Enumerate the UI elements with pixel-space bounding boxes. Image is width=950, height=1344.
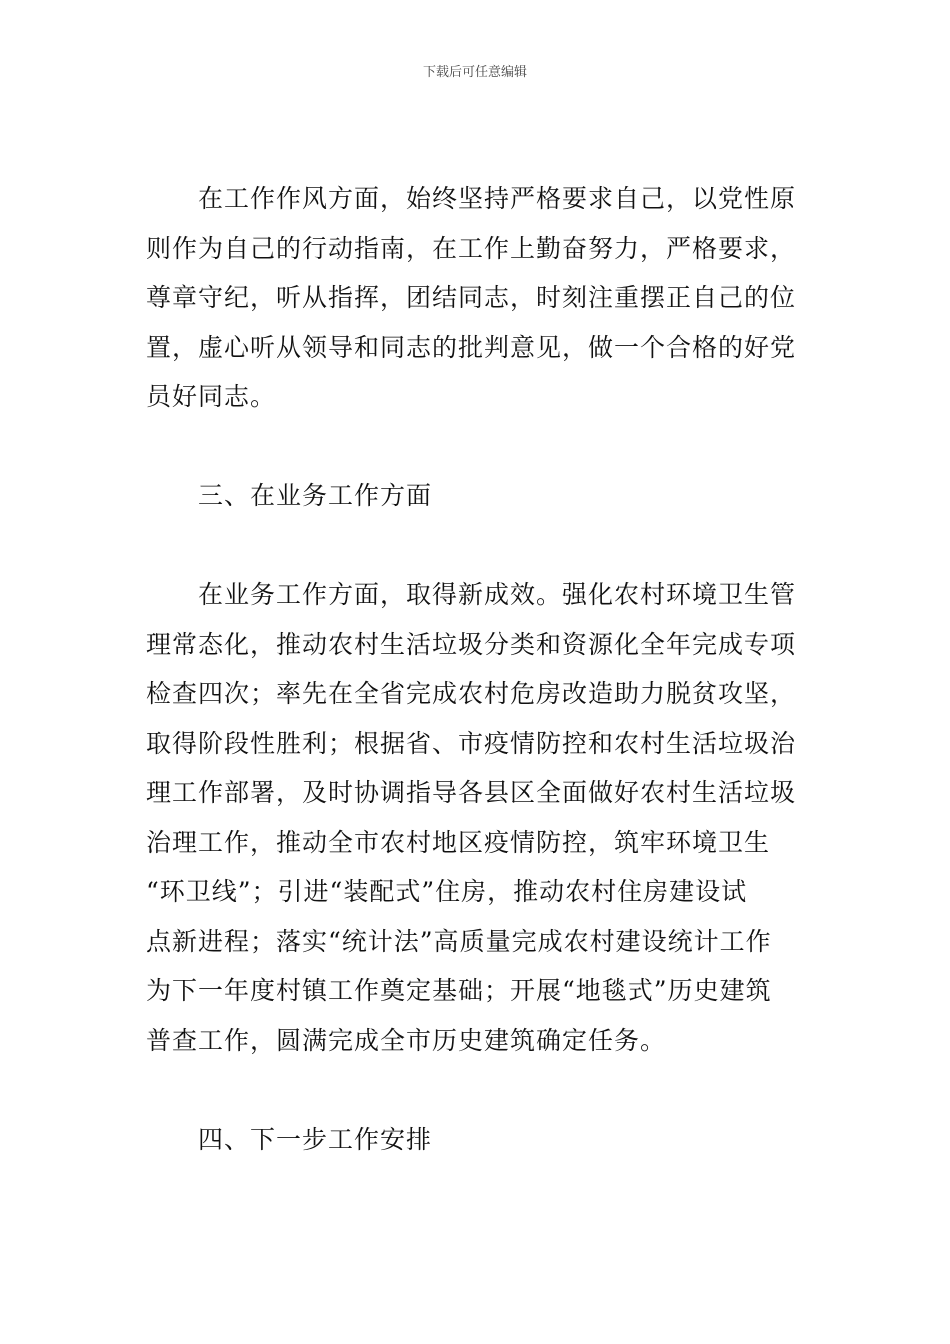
paragraph-line: “环卫线”；引进“装配式”住房，推动农村住房建设试 <box>146 877 748 906</box>
heading-line: 四、下一步工作安排 <box>198 1124 433 1154</box>
paragraph-business-work <box>146 570 814 1065</box>
page-header: 下载后可任意编辑 <box>422 65 527 80</box>
paragraph-line: 置，虚心听从领导和同志的批判意见，做一个合格的好党 <box>146 332 797 362</box>
paragraph-line: 治理工作，推动全市农村地区疫情防控，筑牢环境卫生 <box>146 827 771 857</box>
paragraph-line: 点新进程；落实“统计法”高质量完成农村建设统计工作 <box>146 926 772 956</box>
spacer <box>146 422 814 472</box>
paragraph-line: 为下一年度村镇工作奠定基础；开展“地毯式”历史建筑 <box>146 976 772 1005</box>
paragraph-line: 普查工作，圆满完成全市历史建筑确定任务。 <box>146 1025 667 1055</box>
paragraph-line: 取得阶段性胜利；根据省、市疫情防控和农村生活垃圾治 <box>146 728 797 758</box>
section-heading-4 <box>146 1115 814 1165</box>
paragraph-line: 理工作部署，及时协调指导各县区全面做好农村生活垃圾 <box>146 778 797 807</box>
paragraph-line: 尊章守纪，听从指挥，团结同志，时刻注重摆正自己的位 <box>146 283 797 312</box>
heading-line: 三、在业务工作方面 <box>198 481 433 510</box>
section-heading-3 <box>146 471 814 521</box>
spacer <box>146 1065 814 1115</box>
paragraph-line: 理常态化，推动农村生活垃圾分类和资源化全年完成专项 <box>146 629 797 659</box>
paragraph-line: 在业务工作方面，取得新成效。强化农村环境卫生管 <box>198 580 797 609</box>
paragraph-line: 员好同志。 <box>146 382 277 411</box>
spacer <box>146 521 814 571</box>
paragraph-line: 检查四次；率先在全省完成农村危房改造助力脱贫攻坚， <box>146 679 797 708</box>
document-body <box>146 174 814 1164</box>
paragraph-work-style <box>146 174 814 422</box>
paragraph-line: 在工作作风方面，始终坚持严格要求自己，以党性原 <box>198 184 797 213</box>
paragraph-line: 则作为自己的行动指南，在工作上勤奋努力，严格要求， <box>146 233 797 263</box>
